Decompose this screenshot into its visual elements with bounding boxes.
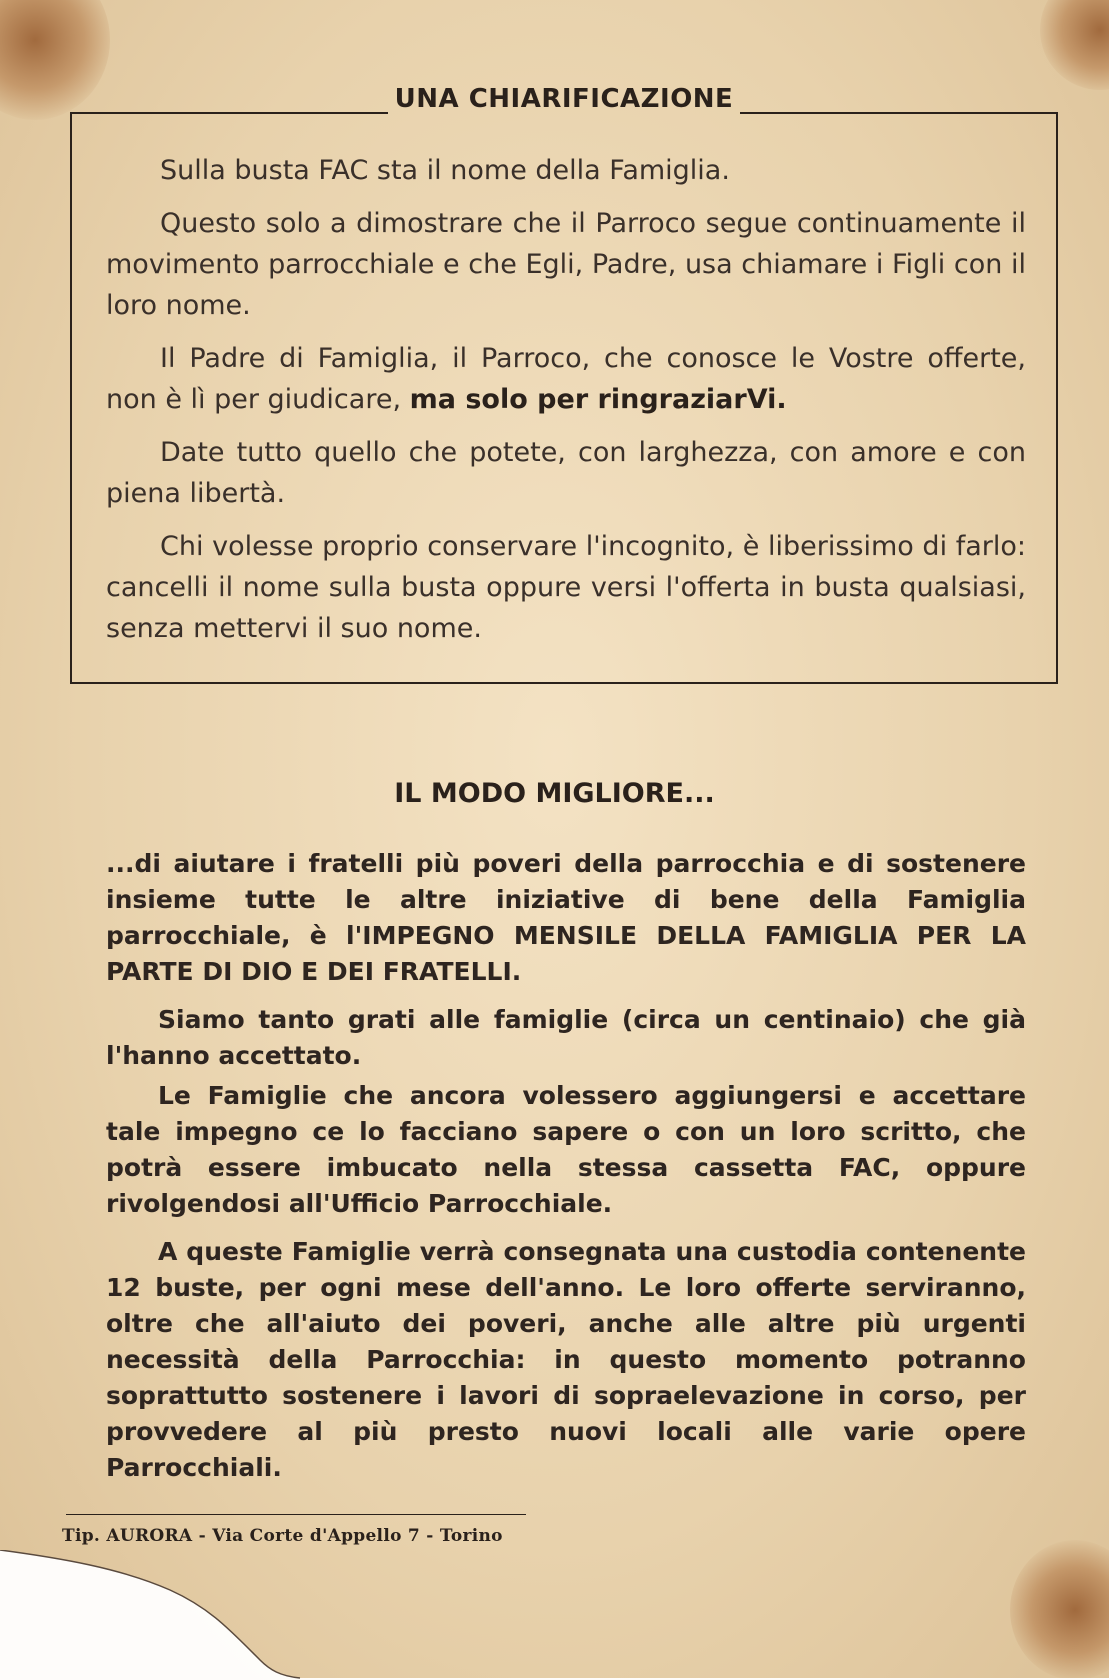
clarification-paragraph-1: Sulla busta FAC sta il nome della Famiglia.: [160, 155, 730, 186]
clarification-paragraph-3: [106, 338, 1026, 420]
clarification-paragraph-4: Date tutto quello che potete, con larghezza, con amore e con piena libertà.: [106, 437, 1026, 509]
clarification-text: [106, 150, 1026, 661]
footer-rule: [66, 1514, 526, 1515]
section-title: IL MODO MIGLIORE...: [394, 778, 715, 809]
section-paragraph-1: ...di aiutare i fratelli più poveri della parrocchia e di sostenere insieme tutte le altre iniziative di bene della Famiglia parrocchiale, è l'IMPEGNO MENSILE DELLA FAMIGLIA PER LA PARTE DI DIO E DEI FRATELLI.: [106, 849, 1026, 986]
section-paragraph-3: Le Famiglie che ancora volessero aggiungersi e accettare tale impegno ce lo facciano sapere o con un loro scritto, che potrà essere imbucato nella stessa cassetta FAC, oppure rivolgendosi all'Ufficio Parrocchiale.: [106, 1081, 1026, 1218]
box-title: UNA CHIARIFICAZIONE: [394, 84, 734, 114]
section-paragraph-4: A queste Famiglie verrà consegnata una custodia contenente 12 buste, per ogni mese dell'anno. Le loro offerte serviranno, oltre che all'aiuto dei poveri, anche alle altre più urgenti necessità della Parrocchia: in questo momento potranno soprattutto sostenere i lavori di sopraelevazione in corso, per provvedere al più presto nuovi locali alle varie opere Parrocchiali.: [106, 1237, 1026, 1482]
torn-edge: [0, 1550, 1109, 1680]
section-text: [106, 846, 1026, 1498]
clarification-paragraph-5: Chi volesse proprio conservare l'incognito, è liberissimo di farlo: cancelli il nome sulla busta oppure versi l'offerta in busta qualsiasi, senza mettervi il suo nome.: [106, 531, 1026, 644]
clarification-paragraph-3-start: Il Padre di Famiglia, il Parroco, che conosce le Vostre offerte, non è lì per giudicare,: [106, 343, 1026, 415]
printer-credit: Tip. AURORA - Via Corte d'Appello 7 - Torino: [62, 1526, 503, 1546]
clarification-paragraph-2: Questo solo a dimostrare che il Parroco segue continuamente il movimento parrocchiale e che Egli, Padre, usa chiamare i Figli con il loro nome.: [106, 208, 1026, 321]
section-paragraph-2: Siamo tanto grati alle famiglie (circa un centinaio) che già l'hanno accettato.: [106, 1005, 1026, 1070]
clarification-paragraph-3-bold: ma solo per ringraziarVi.: [409, 384, 787, 415]
